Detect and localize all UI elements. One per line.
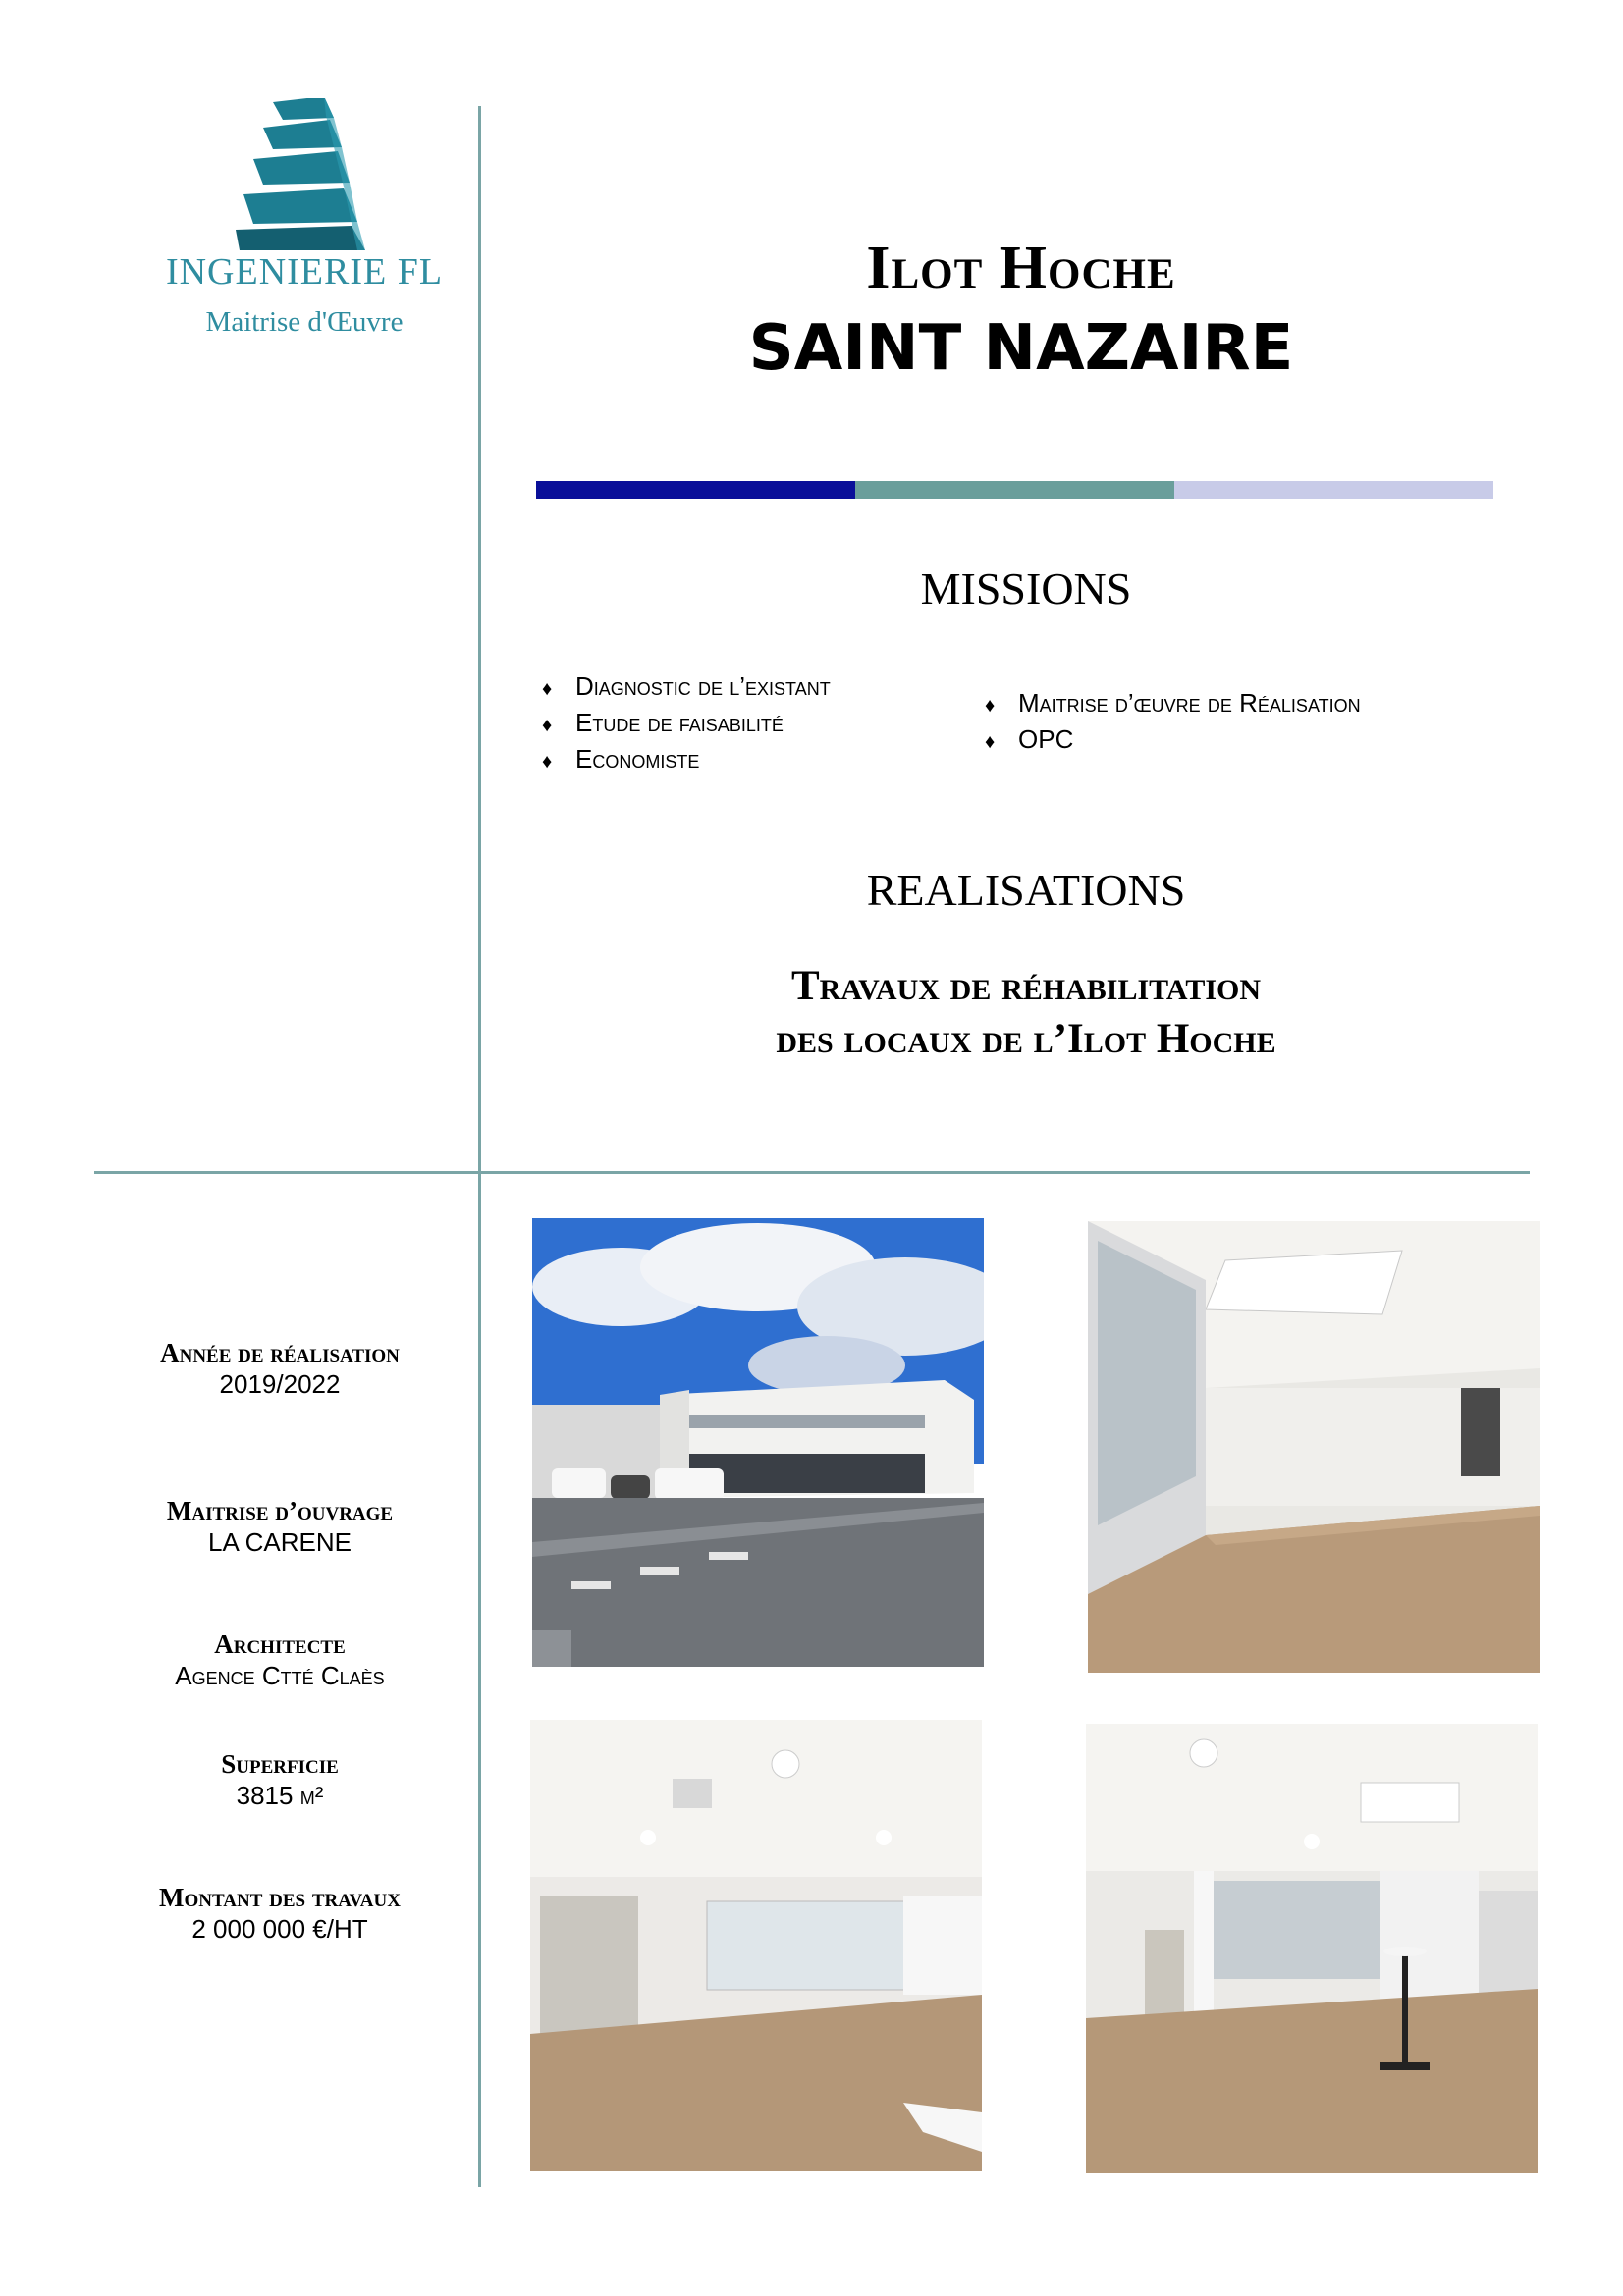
missions-list-left [542, 669, 831, 778]
diamond-bullet-icon: ♦ [542, 751, 553, 773]
list-item: ♦ Diagnostic de l’existant [542, 669, 831, 706]
page-subtitle-city: SAINT NAZAIRE [748, 312, 1294, 385]
diamond-bullet-icon: ♦ [542, 678, 553, 700]
info-label: Superficie [221, 1749, 339, 1779]
interior-office-photo-1 [1088, 1221, 1540, 1673]
missions-heading: MISSIONS [920, 563, 1132, 614]
subtitle-line: Travaux de réhabilitation [790, 963, 1262, 1009]
company-tagline: Maitrise d'Œuvre [205, 306, 404, 338]
realisations-heading: REALISATIONS [866, 865, 1186, 915]
exterior-building-photo [532, 1218, 984, 1667]
info-year [98, 1337, 461, 1400]
horizontal-divider [94, 1171, 1530, 1174]
info-area [98, 1748, 461, 1811]
list-item: ♦ Etude de faisabilité [542, 706, 831, 742]
page-title: Ilot Hoche [866, 235, 1176, 301]
diamond-bullet-icon: ♦ [985, 731, 996, 753]
info-value: 3815 m² [236, 1781, 324, 1810]
info-value: 2019/2022 [219, 1369, 341, 1399]
diamond-bullet-icon: ♦ [542, 715, 553, 736]
info-owner [98, 1495, 461, 1558]
info-budget [98, 1882, 461, 1945]
info-value: LA CARENE [208, 1527, 352, 1557]
company-logo-icon [236, 98, 368, 250]
info-label: Montant des travaux [159, 1883, 401, 1912]
diamond-bullet-icon: ♦ [985, 695, 996, 717]
info-value: 2 000 000 €/HT [191, 1914, 368, 1944]
info-architect [98, 1629, 461, 1691]
missions-list-right [985, 686, 1361, 759]
info-label: Maitrise d’ouvrage [166, 1496, 394, 1525]
company-name: INGENIERIE FL [165, 251, 444, 293]
accent-bar-segment [536, 481, 855, 499]
interior-office-photo-2 [530, 1720, 982, 2171]
info-label: Année de réalisation [160, 1338, 400, 1367]
list-item: ♦ Economiste [542, 742, 831, 778]
list-item: ♦ Maitrise d’œuvre de Réalisation [985, 686, 1361, 722]
subtitle-line: des locaux de l’Ilot Hoche [776, 1016, 1276, 1062]
realisations-subtitle [530, 960, 1522, 1066]
vertical-divider [478, 106, 481, 2187]
accent-bar-segment [1174, 481, 1493, 499]
accent-bar-segment [855, 481, 1174, 499]
info-value: Agence Ctté Claès [175, 1661, 385, 1690]
list-item: ♦ OPC [985, 722, 1361, 759]
info-label: Architecte [214, 1629, 346, 1659]
interior-office-photo-3 [1086, 1724, 1538, 2173]
